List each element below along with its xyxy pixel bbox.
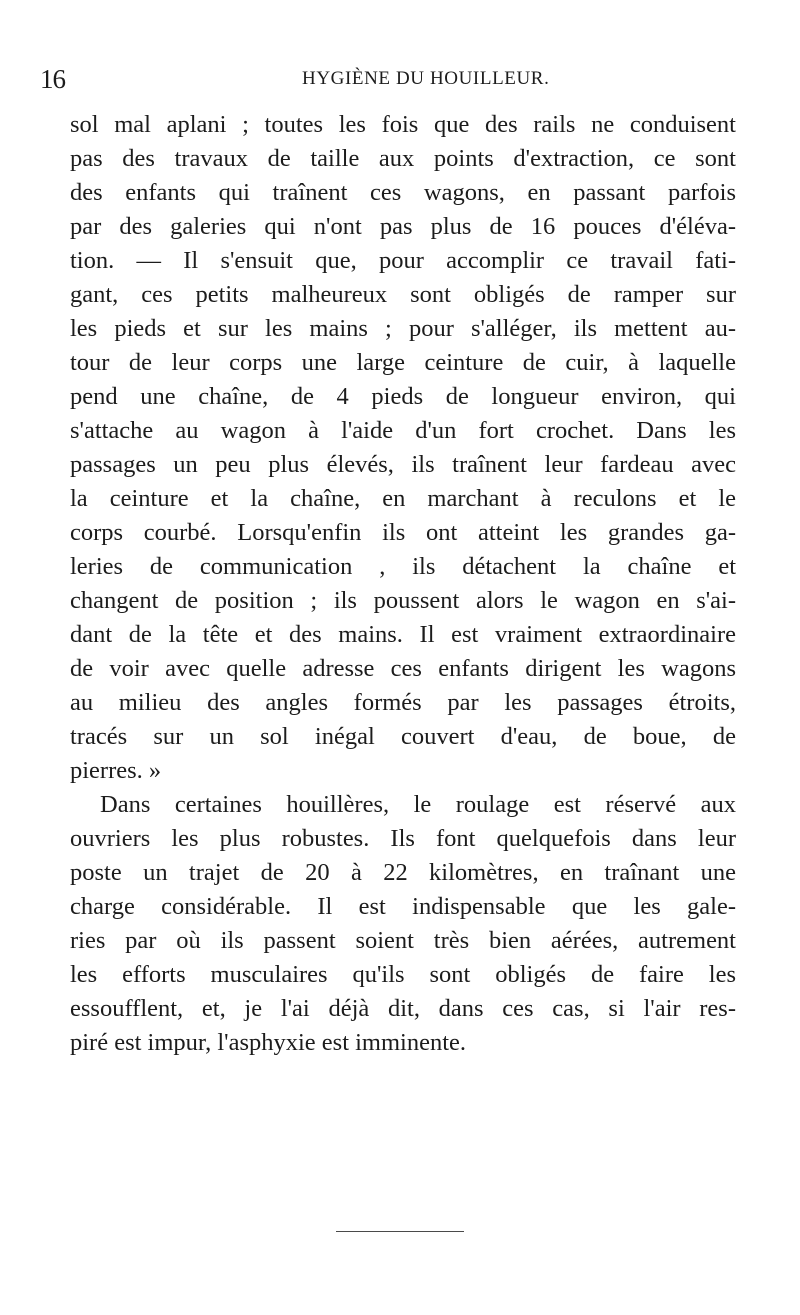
text-line: pend une chaîne, de 4 pieds de longueur environ, qui	[70, 383, 736, 410]
text-line: pierres. »	[70, 757, 162, 784]
text-line: pas des travaux de taille aux points d'extraction, ce sont	[70, 145, 736, 172]
text-line: passages un peu plus élevés, ils traînent leur fardeau avec	[70, 451, 736, 478]
text-line: piré est impur, l'asphyxie est imminente.	[70, 1029, 467, 1056]
text-line: corps courbé. Lorsqu'enfin ils ont atteint les grandes ga-	[70, 519, 736, 546]
text-line: ries par où ils passent soient très bien aérées, autrement	[70, 927, 736, 954]
text-line: Dans certaines houillères, le roulage est réservé aux	[100, 791, 736, 818]
text-line: s'attache au wagon à l'aide d'un fort crochet. Dans les	[70, 417, 736, 444]
text-line: tion. — Il s'ensuit que, pour accomplir ce travail fati-	[70, 247, 736, 274]
text-line: dant de la tête et des mains. Il est vraiment extraordinaire	[70, 621, 736, 648]
text-line: au milieu des angles formés par les passages étroits,	[70, 689, 736, 716]
text-line: tracés sur un sol inégal couvert d'eau, de boue, de	[70, 723, 736, 750]
text-line: poste un trajet de 20 à 22 kilomètres, en traînant une	[70, 859, 736, 886]
end-rule	[336, 1231, 464, 1232]
text-line: de voir avec quelle adresse ces enfants dirigent les wagons	[70, 655, 736, 682]
text-line: la ceinture et la chaîne, en marchant à reculons et le	[70, 485, 736, 512]
text-line: gant, ces petits malheureux sont obligés de ramper sur	[70, 281, 736, 308]
text-line: charge considérable. Il est indispensable que les gale-	[70, 893, 736, 920]
text-line: tour de leur corps une large ceinture de cuir, à laquelle	[70, 349, 736, 376]
text-line: leries de communication , ils détachent la chaîne et	[70, 553, 736, 580]
running-title: HYGIÈNE DU HOUILLEUR.	[302, 68, 550, 89]
text-line: essoufflent, et, je l'ai déjà dit, dans ces cas, si l'air res-	[70, 995, 736, 1022]
page-number: 16	[40, 64, 65, 94]
running-head	[40, 64, 760, 94]
text-line: les pieds et sur les mains ; pour s'alléger, ils mettent au-	[70, 315, 736, 342]
text-line: les efforts musculaires qu'ils sont obligés de faire les	[70, 961, 736, 988]
text-line: des enfants qui traînent ces wagons, en passant parfois	[70, 179, 736, 206]
text-line: ouvriers les plus robustes. Ils font quelquefois dans leur	[70, 825, 736, 852]
text-line: changent de position ; ils poussent alors le wagon en s'ai-	[70, 587, 736, 614]
text-line: par des galeries qui n'ont pas plus de 16 pouces d'éléva-	[70, 213, 736, 240]
text-line: sol mal aplani ; toutes les fois que des rails ne conduisent	[70, 111, 736, 138]
